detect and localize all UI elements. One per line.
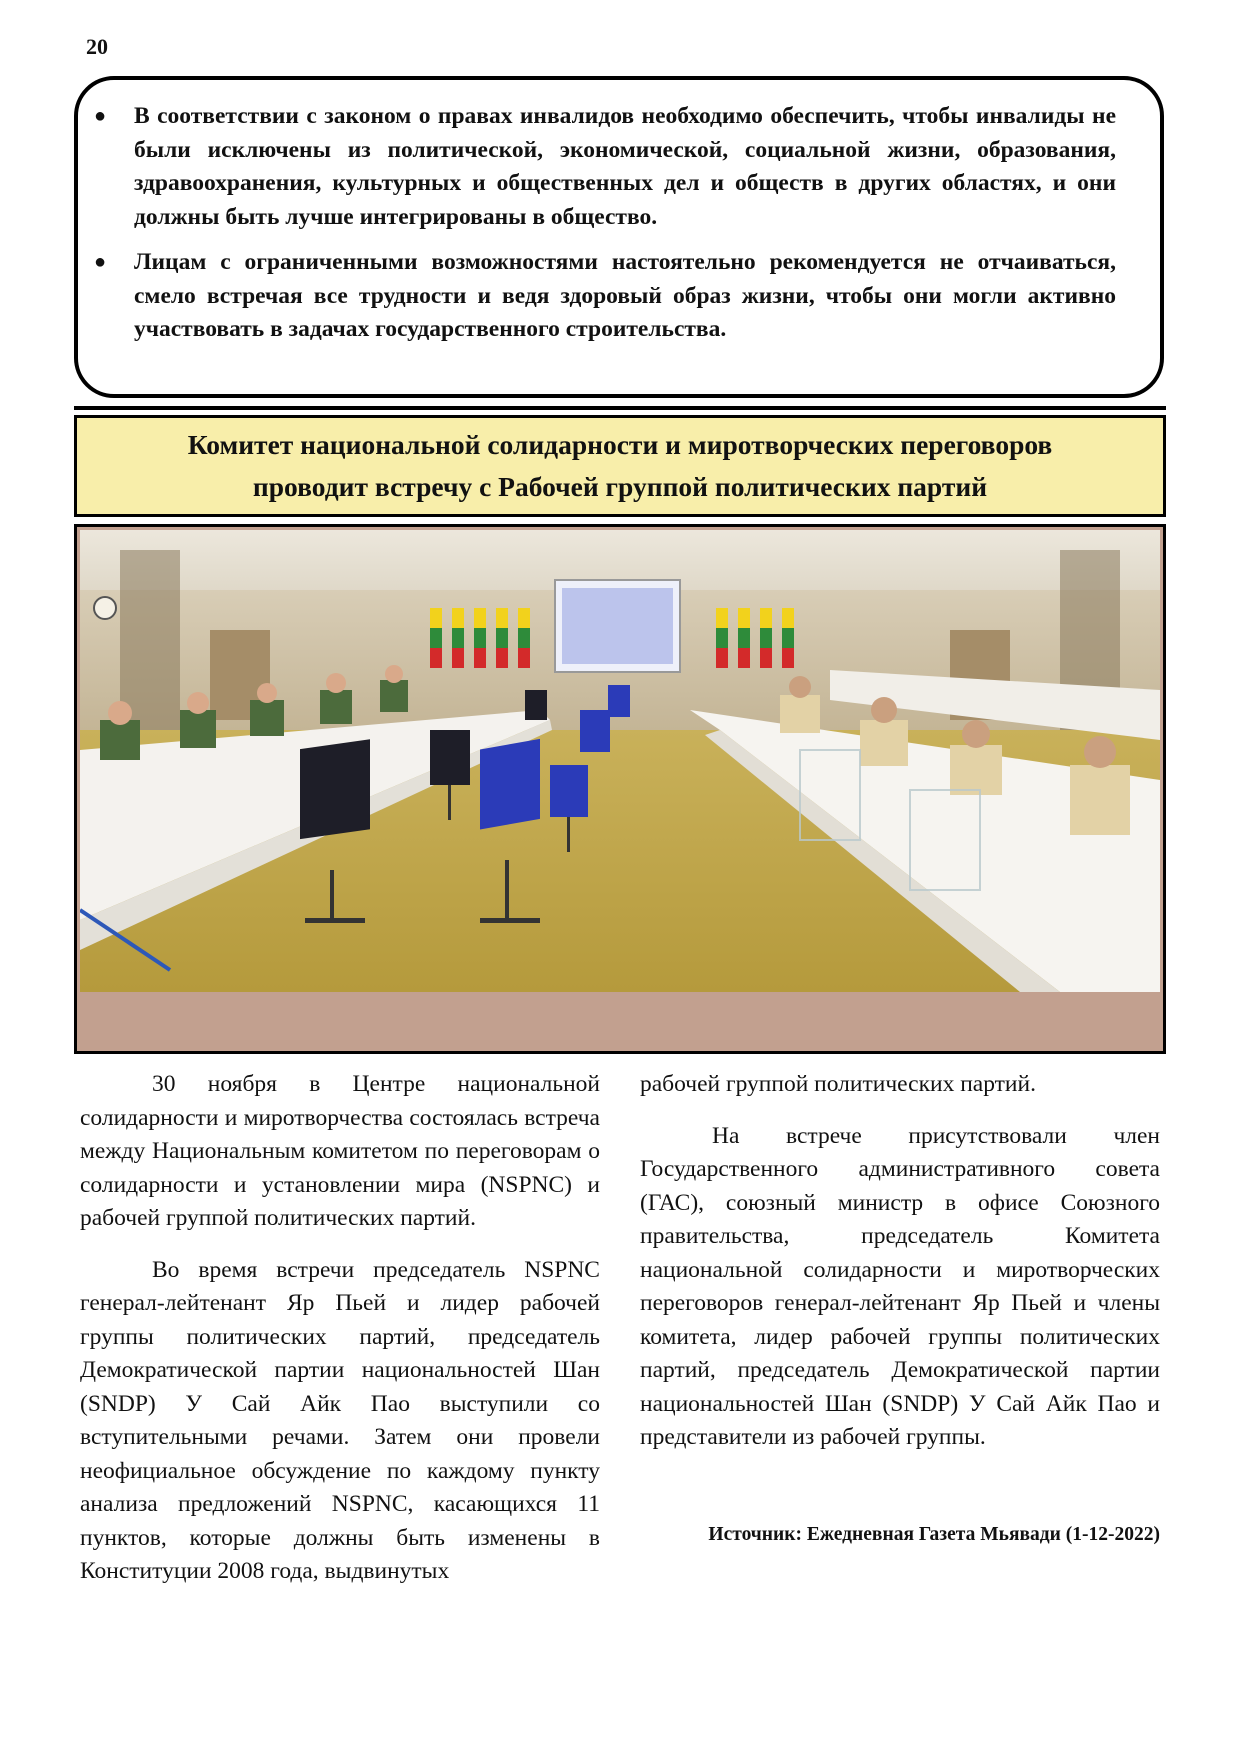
article-paragraph: Во время встречи председатель NSPNC генерал-лейтенант Яр Пьей и лидер рабочей группы политических партий, председатель Демократической партии национальностей Шан (SNDP) У Сай Айк Пао выступили со вступительными речами. Затем они провели неофициальное обсуждение по каждому пункту анализа предложений NSPNC, касающихся 11 пунктов, которые должны быть изменены в Конституции 2008 года, выдвинутых: [80, 1256, 600, 1584]
bullet-list: [78, 80, 1160, 347]
headline-box: [74, 415, 1166, 517]
article-paragraph-continuation: рабочей группой политических партий.: [640, 1071, 1036, 1097]
bullet-text: Лицам с ограниченными возможностями настоятельно рекомендуется не отчаиваться, смело встречая все трудности и ведя здоровый образ жизни, чтобы они могли активно участвовать в задачах государственного строительства.: [134, 249, 1116, 342]
photo-frame: [74, 524, 1166, 1054]
article-paragraph: 30 ноября в Центре национальной солидарности и миротворчества состоялась встреча между Национальным комитетом по переговорам о солидарности и установлении мира (NSPNC) и рабочей группой политических партий.: [80, 1071, 600, 1231]
page-number: 20: [86, 34, 108, 59]
info-box: [74, 76, 1164, 398]
article-paragraph: На встрече присутствовали член Государственного административного совета (ГАС), союзный министр в офисе Союзного правительства, председатель Комитета национальной солидарности и миротворческих переговоров генерал-лейтенант Яр Пьей и члены комитета, лидер рабочей группы политических партий, председатель Демократической партии национальностей Шан (SNDP) У Сай Айк Пао и представители из рабочей группы.: [640, 1122, 1160, 1450]
bullet-item: [94, 100, 1116, 234]
divider-rule: [74, 406, 1166, 410]
bullet-dot-icon: ●: [94, 105, 107, 127]
bullet-item: [94, 246, 1116, 347]
article-source: Источник: Ежедневная Газета Мьявади (1-12-2022): [708, 1524, 1160, 1545]
article-column-left: [80, 1068, 600, 1607]
bullet-text: В соответствии с законом о правах инвалидов необходимо обеспечить, чтобы инвалиды не были исключены из политической, экономической, социальной жизни, образования, здравоохранения, культурных и общественных дел и обществ в других областях, и они должны быть лучше интегрированы в общество.: [134, 103, 1116, 230]
headline-line-2: проводит встречу с Рабочей группой политических партий: [252, 471, 988, 502]
article-headline: [148, 424, 1093, 508]
article-column-right: [640, 1068, 1160, 1473]
meeting-photo: [80, 530, 1160, 992]
headline-line-1: Комитет национальной солидарности и миротворческих переговоров: [187, 429, 1053, 460]
bullet-dot-icon: ●: [94, 251, 107, 273]
